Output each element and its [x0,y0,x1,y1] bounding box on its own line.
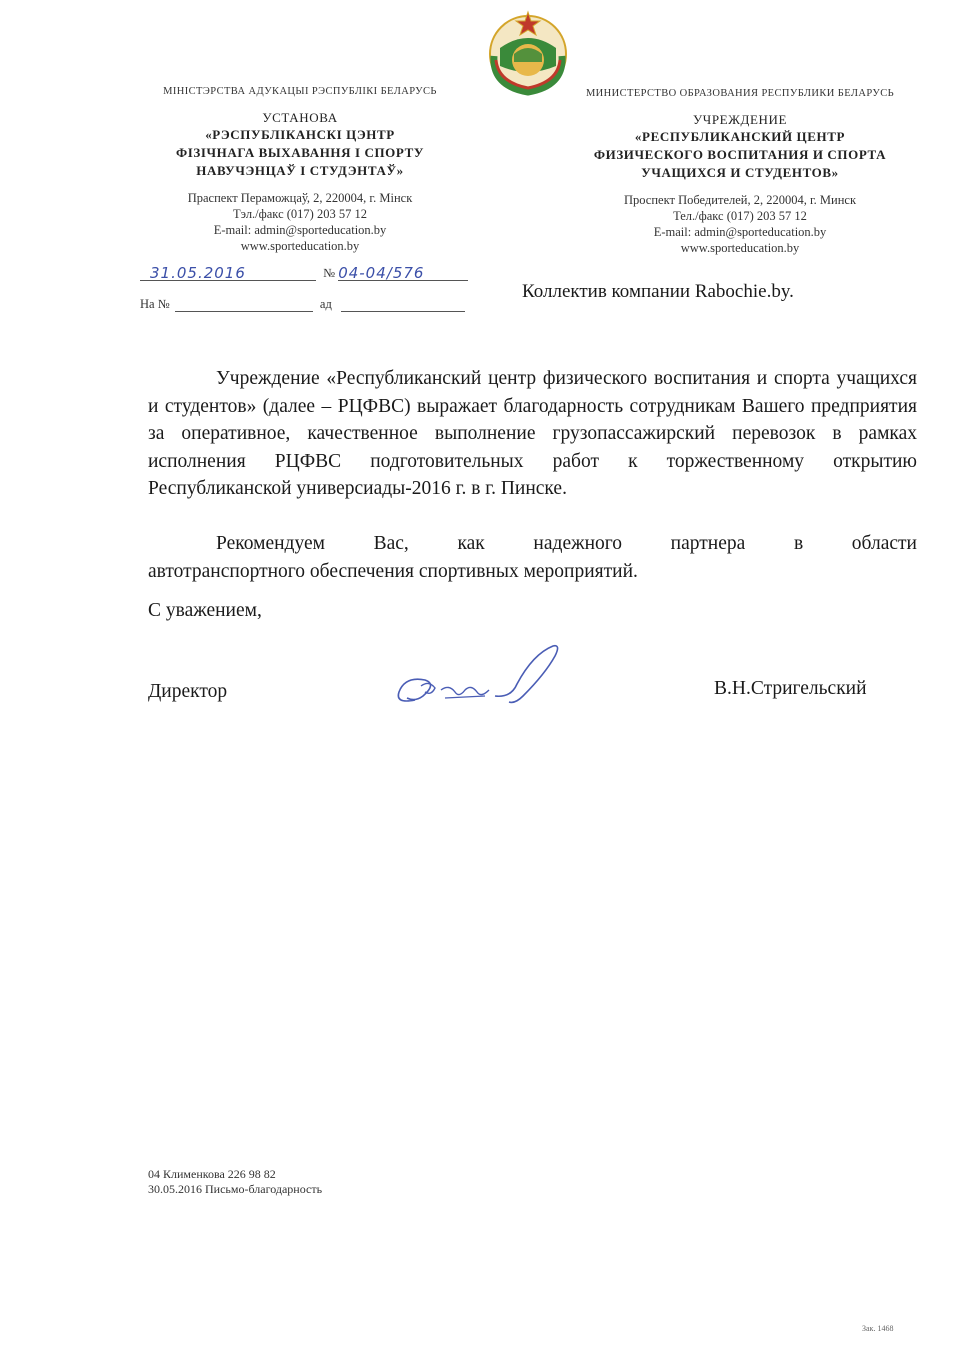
body-paragraph-1: Учреждение «Республиканский центр физического воспитания и спорта учащихся и студентов» (далее – РЦФВС) выражает благодарность сотрудникам Вашего предприятия за оперативное, качественное выполнение грузопассажирский перевозок в рамках исполнения РЦФВС подготовительных работ к торжественному открытию Республиканской универсиады-2016 г. в г. Пинске. [148,368,917,499]
number-value: 04-04/576 [338,264,425,282]
number-field [338,264,468,281]
institution-name-line: «РЕСПУБЛИКАНСКИЙ ЦЕНТР [634,129,846,144]
print-order-mark: Зак. 1468 [862,1324,894,1333]
signer-name: В.Н.Стригельский [714,678,867,699]
institution-type-ru: УЧРЕЖДЕНИЕ [693,112,787,127]
number-label: № [323,266,336,280]
body-paragraph-2 [148,530,917,585]
phone-by: Тэл./факс (017) 203 57 12 [233,207,367,221]
closing: С уважением, [148,600,262,621]
address-ru: Проспект Победителей, 2, 220004, г. Минск [623,193,857,207]
addressee: Коллектив компании Rabochie.by. [522,281,794,302]
belarus-state-emblem-icon [484,8,572,96]
ref-number-field [175,295,313,312]
institution-name-by [130,126,470,180]
contacts-ru [560,192,920,256]
website-ru: www.sporteducation.by [680,241,800,255]
body-paragraph-2-line-1: Рекомендуем Вас, как надежного партнера в области [216,533,917,554]
reference-line [140,295,465,312]
institution-name-line: НАВУЧЭНЦАЎ І СТУДЭНТАЎ» [196,163,404,178]
footer-note [148,1167,322,1197]
ref-label: На № [140,297,170,311]
footer-executor: 04 Клименкова 226 98 82 [148,1167,276,1181]
institution-name-ru [560,128,920,182]
ref-date-field [341,295,465,312]
contacts-by [130,190,470,254]
institution-name-line: УЧАЩИХСЯ И СТУДЕНТОВ» [641,165,839,180]
date-value: 31.05.2016 [150,264,246,282]
institution-name-line: ФІЗІЧНАГА ВЫХАВАННЯ І СПОРТУ [175,145,425,160]
address-by: Праспект Пераможцаў, 2, 220004, г. Мінск [187,191,413,205]
date-field [140,264,316,281]
registration-line [140,264,468,281]
ministry-name-ru: МИНИСТЕРСТВО ОБРАЗОВАНИЯ РЕСПУБЛИКИ БЕЛАРУСЬ [585,88,895,99]
phone-ru: Тел./факс (017) 203 57 12 [673,209,807,223]
signature-icon [385,640,575,720]
email-by: E-mail: admin@sporteducation.by [213,223,387,237]
institution-name-line: «РЭСПУБЛІКАНСКІ ЦЭНТР [205,127,395,142]
ministry-name-by: МІНІСТЭРСТВА АДУКАЦЫІ РЭСПУБЛІКІ БЕЛАРУСЬ [163,86,437,97]
signer-title: Директор [148,681,228,702]
footer-doc-info: 30.05.2016 Письмо-благодарность [148,1182,323,1196]
body-paragraph-2-line-2: автотранспортного обеспечения спортивных мероприятий. [148,560,638,582]
ref-from-label: ад [319,297,332,311]
institution-type-by: УСТАНОВА [262,110,338,125]
institution-name-line: ФИЗИЧЕСКОГО ВОСПИТАНИЯ И СПОРТА [593,147,887,162]
email-ru: E-mail: admin@sporteducation.by [653,225,827,239]
letterhead-russian [560,88,920,256]
website-by: www.sporteducation.by [240,239,360,253]
letterhead-belarusian [130,86,470,254]
